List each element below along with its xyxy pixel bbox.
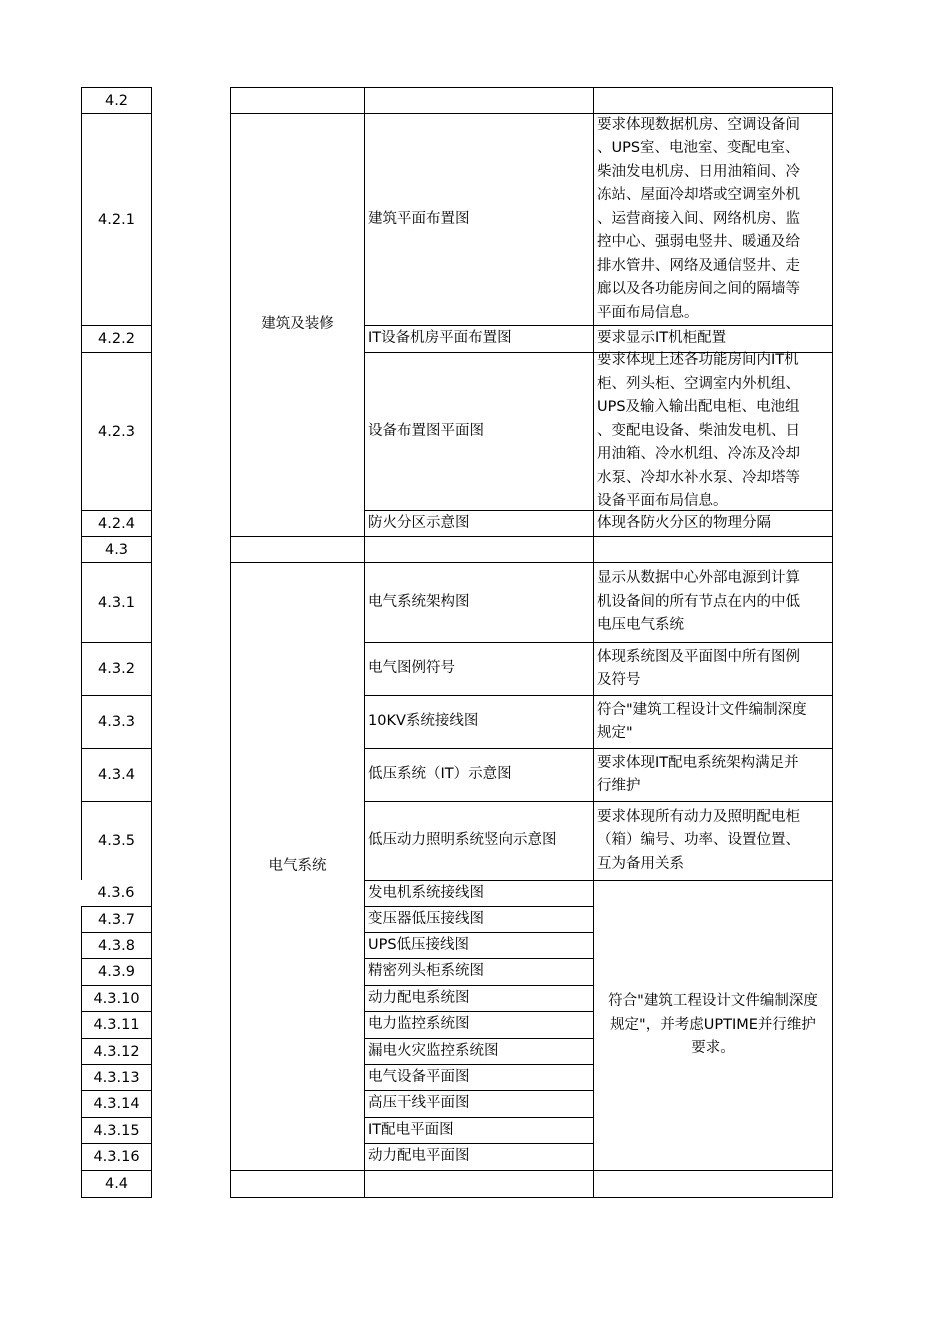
drawing-name: 高压干线平面图 xyxy=(364,1090,594,1118)
blank-cell xyxy=(364,1170,594,1198)
drawing-name: 动力配电系统图 xyxy=(364,985,594,1012)
row-number: 4.3.7 xyxy=(81,906,152,933)
category-electrical: 电气系统 xyxy=(230,562,365,1171)
row-number: 4.3.5 xyxy=(81,801,152,881)
requirement-text: 要求体现所有动力及照明配电柜 （箱）编号、功率、设置位置、 互为备用关系 xyxy=(593,801,833,881)
drawing-name: 精密列头柜系统图 xyxy=(364,958,594,986)
drawing-name: 防火分区示意图 xyxy=(364,510,594,537)
blank-cell xyxy=(230,536,365,563)
drawing-name: IT配电平面图 xyxy=(364,1117,594,1144)
row-number: 4.2 xyxy=(81,87,152,114)
drawing-name: 10KV系统接线图 xyxy=(364,695,594,749)
row-number: 4.3.3 xyxy=(81,695,152,749)
blank-cell xyxy=(230,1170,365,1198)
requirement-text: 体现各防火分区的物理分隔 xyxy=(593,510,833,537)
row-number: 4.3.15 xyxy=(81,1117,152,1144)
blank-cell xyxy=(593,87,833,114)
drawing-name: 漏电火灾监控系统图 xyxy=(364,1038,594,1065)
requirement-text: 要求体现上述各功能房间内IT机 柜、列头柜、空调室内外机组、 UPS及输入输出配电柜、电池组 、变配电设备、柴油发电机、日 用油箱、冷水机组、冷冻及冷却 水泵、冷却水补水泵、冷却塔等 设备平面布局信息。 xyxy=(593,352,833,511)
row-number: 4.2.4 xyxy=(81,510,152,537)
row-number: 4.3.16 xyxy=(81,1143,152,1171)
requirement-text: 要求体现IT配电系统架构满足并 行维护 xyxy=(593,748,833,802)
drawing-name: 低压系统（IT）示意图 xyxy=(364,748,594,802)
drawing-name: 电气系统架构图 xyxy=(364,562,594,643)
blank-cell xyxy=(364,87,594,114)
requirement-text-merged: 符合"建筑工程设计文件编制深度 规定"，并考虑UPTIME并行维护 要求。 xyxy=(593,880,833,1171)
drawing-name: 电气图例符号 xyxy=(364,642,594,696)
drawing-name: 低压动力照明系统竖向示意图 xyxy=(364,801,594,881)
row-number: 4.3.10 xyxy=(81,985,152,1012)
drawing-name: 发电机系统接线图 xyxy=(364,880,594,907)
row-number: 4.3 xyxy=(81,536,152,563)
row-number: 4.2.1 xyxy=(81,113,152,326)
drawing-name: 建筑平面布置图 xyxy=(364,113,594,326)
row-number: 4.4 xyxy=(81,1170,152,1198)
requirement-text: 符合"建筑工程设计文件编制深度 规定" xyxy=(593,695,833,749)
drawing-name: 设备布置图平面图 xyxy=(364,352,594,511)
row-number: 4.2.2 xyxy=(81,325,152,353)
drawing-name: 电气设备平面图 xyxy=(364,1064,594,1091)
drawing-name: IT设备机房平面布置图 xyxy=(364,325,594,353)
drawing-name: 动力配电平面图 xyxy=(364,1143,594,1171)
blank-cell xyxy=(593,536,833,563)
row-number: 4.3.14 xyxy=(81,1090,152,1118)
requirement-text: 显示从数据中心外部电源到计算 机设备间的所有节点在内的中低 电压电气系统 xyxy=(593,562,833,643)
requirement-text: 体现系统图及平面图中所有图例 及符号 xyxy=(593,642,833,696)
row-number: 4.2.3 xyxy=(81,352,152,511)
row-number: 4.3.12 xyxy=(81,1038,152,1065)
row-number: 4.3.4 xyxy=(81,748,152,802)
requirement-text: 要求显示IT机柜配置 xyxy=(593,325,833,353)
blank-cell xyxy=(593,1170,833,1198)
blank-cell xyxy=(364,536,594,563)
row-number: 4.3.9 xyxy=(81,958,152,986)
drawing-name: 电力监控系统图 xyxy=(364,1011,594,1039)
drawing-name: 变压器低压接线图 xyxy=(364,906,594,933)
row-number: 4.3.11 xyxy=(81,1011,152,1039)
requirement-text: 要求体现数据机房、空调设备间 、UPS室、电池室、变配电室、 柴油发电机房、日用油箱间、冷 冻站、屋面冷却塔或空调室外机 、运营商接入间、网络机房、监 控中心、强弱电竖井、暖通及给 排水管井、网络及通信竖井、走 廊以及各功能房间之间的隔墙等 平面布局信息。 xyxy=(593,113,833,326)
row-number: 4.3.13 xyxy=(81,1064,152,1091)
drawing-name: UPS低压接线图 xyxy=(364,932,594,959)
category-building: 建筑及装修 xyxy=(230,113,365,537)
blank-cell xyxy=(230,87,365,114)
row-number: 4.3.6 xyxy=(81,880,152,907)
row-number: 4.3.2 xyxy=(81,642,152,696)
row-number: 4.3.1 xyxy=(81,562,152,643)
row-number: 4.3.8 xyxy=(81,932,152,959)
